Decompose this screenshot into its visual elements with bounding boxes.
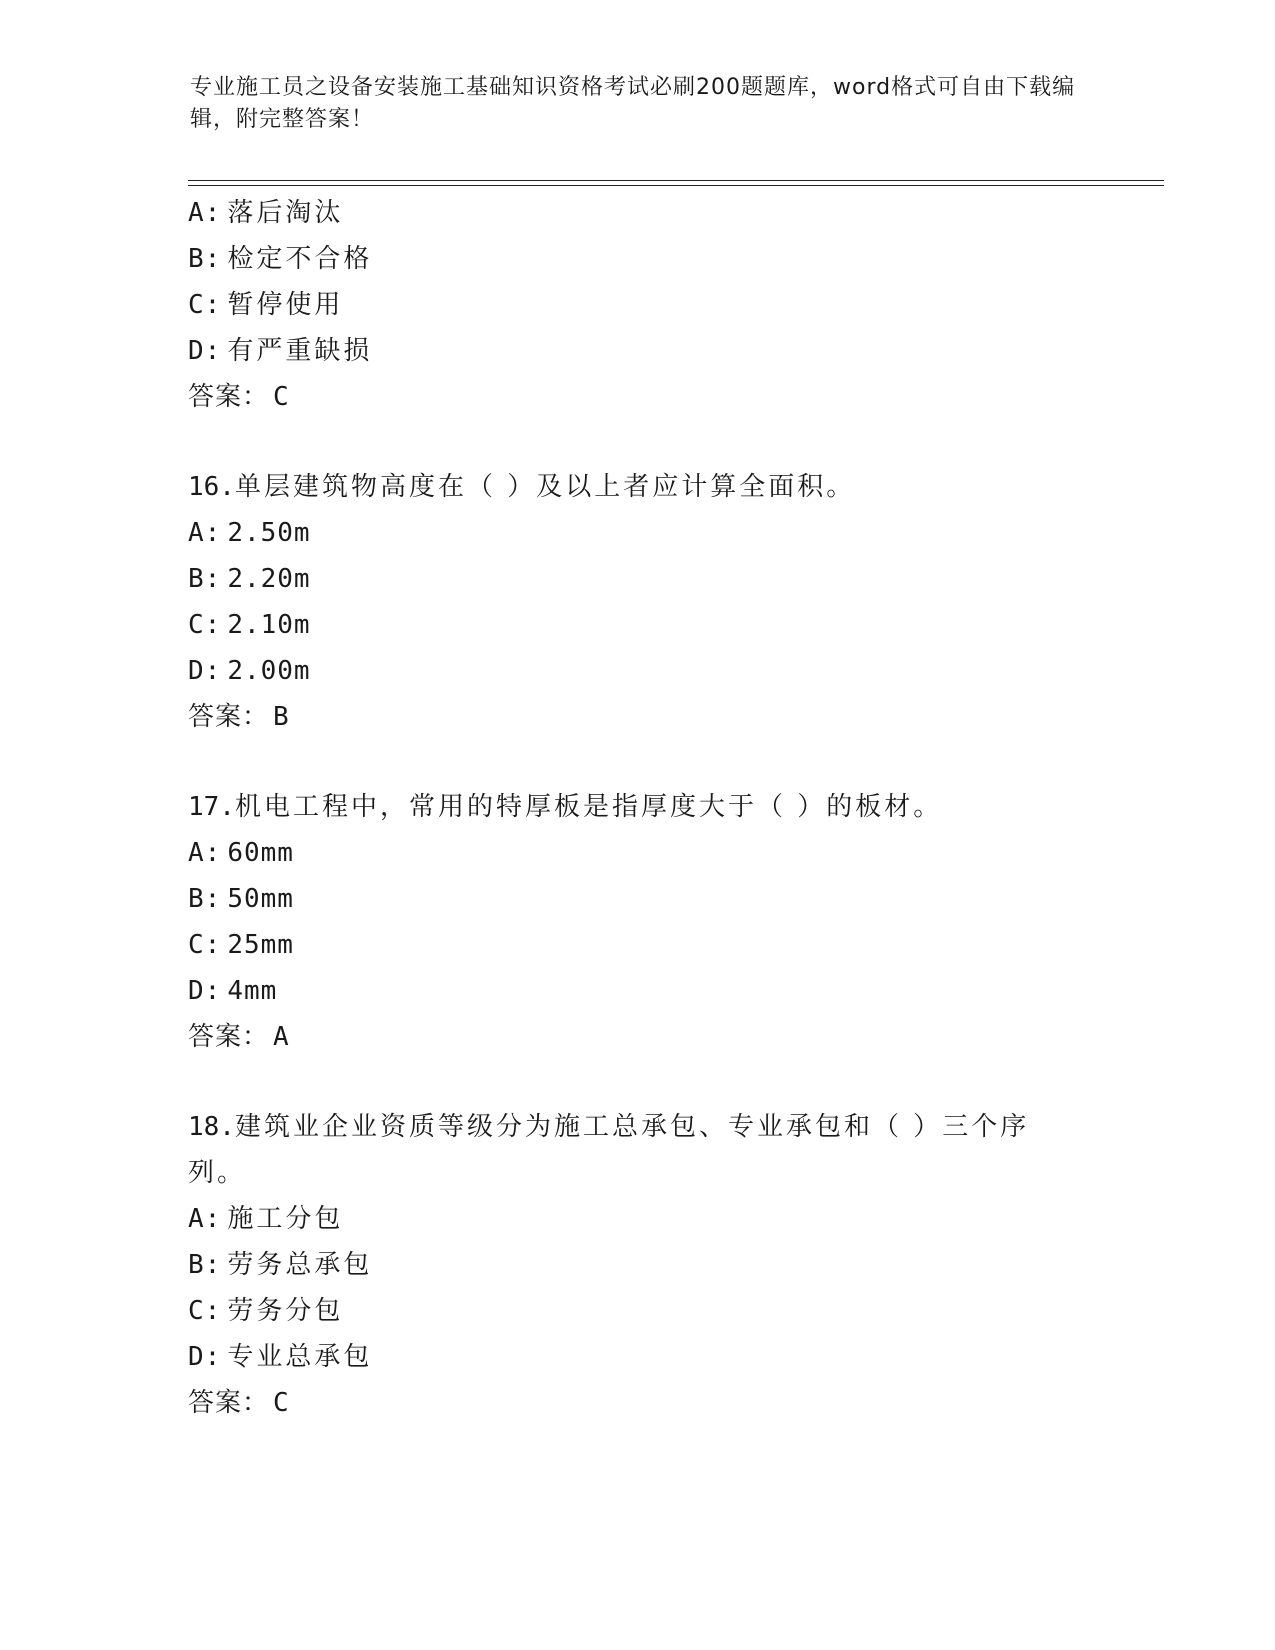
question-block-18 <box>188 1104 1148 1426</box>
question-stem: 16.单层建筑物高度在（ ）及以上者应计算全面积。 <box>188 472 856 502</box>
option-d: D: 有严重缺损 <box>188 336 373 366</box>
option-b: B: 2.20m <box>188 564 311 594</box>
question-block-17 <box>188 784 1148 1060</box>
question-block-16 <box>188 464 1148 740</box>
question-block-prev <box>188 190 1148 420</box>
answer-line: 答案： C <box>188 382 290 412</box>
answer-line: 答案： C <box>188 1388 290 1418</box>
option-c: C: 劳务分包 <box>188 1296 344 1326</box>
option-a: A: 2.50m <box>188 518 311 548</box>
option-d: D: 4mm <box>188 976 278 1006</box>
option-c: C: 2.10m <box>188 610 311 640</box>
document-header: 专业施工员之设备安装施工基础知识资格考试必刷200题题库，word格式可自由下载编辑，附完整答案！ <box>190 75 1076 132</box>
question-stem: 17.机电工程中，常用的特厚板是指厚度大于（ ）的板材。 <box>188 792 943 822</box>
option-a: A: 落后淘汰 <box>188 198 344 228</box>
option-d: D: 专业总承包 <box>188 1342 373 1372</box>
option-b: B: 检定不合格 <box>188 244 373 274</box>
option-c: C: 暂停使用 <box>188 290 344 320</box>
option-a: A: 施工分包 <box>188 1204 344 1234</box>
question-stem: 18.建筑业企业资质等级分为施工总承包、专业承包和（ ）三个序列。 <box>188 1112 1030 1188</box>
option-a: A: 60mm <box>188 838 294 868</box>
option-b: B: 劳务总承包 <box>188 1250 373 1280</box>
option-c: C: 25mm <box>188 930 294 960</box>
answer-line: 答案： A <box>188 1022 290 1052</box>
header-rule-top <box>188 180 1164 181</box>
header-rule-bottom <box>188 185 1164 186</box>
question-list <box>188 190 1148 1426</box>
option-b: B: 50mm <box>188 884 294 914</box>
answer-line: 答案： B <box>188 702 290 732</box>
option-d: D: 2.00m <box>188 656 311 686</box>
